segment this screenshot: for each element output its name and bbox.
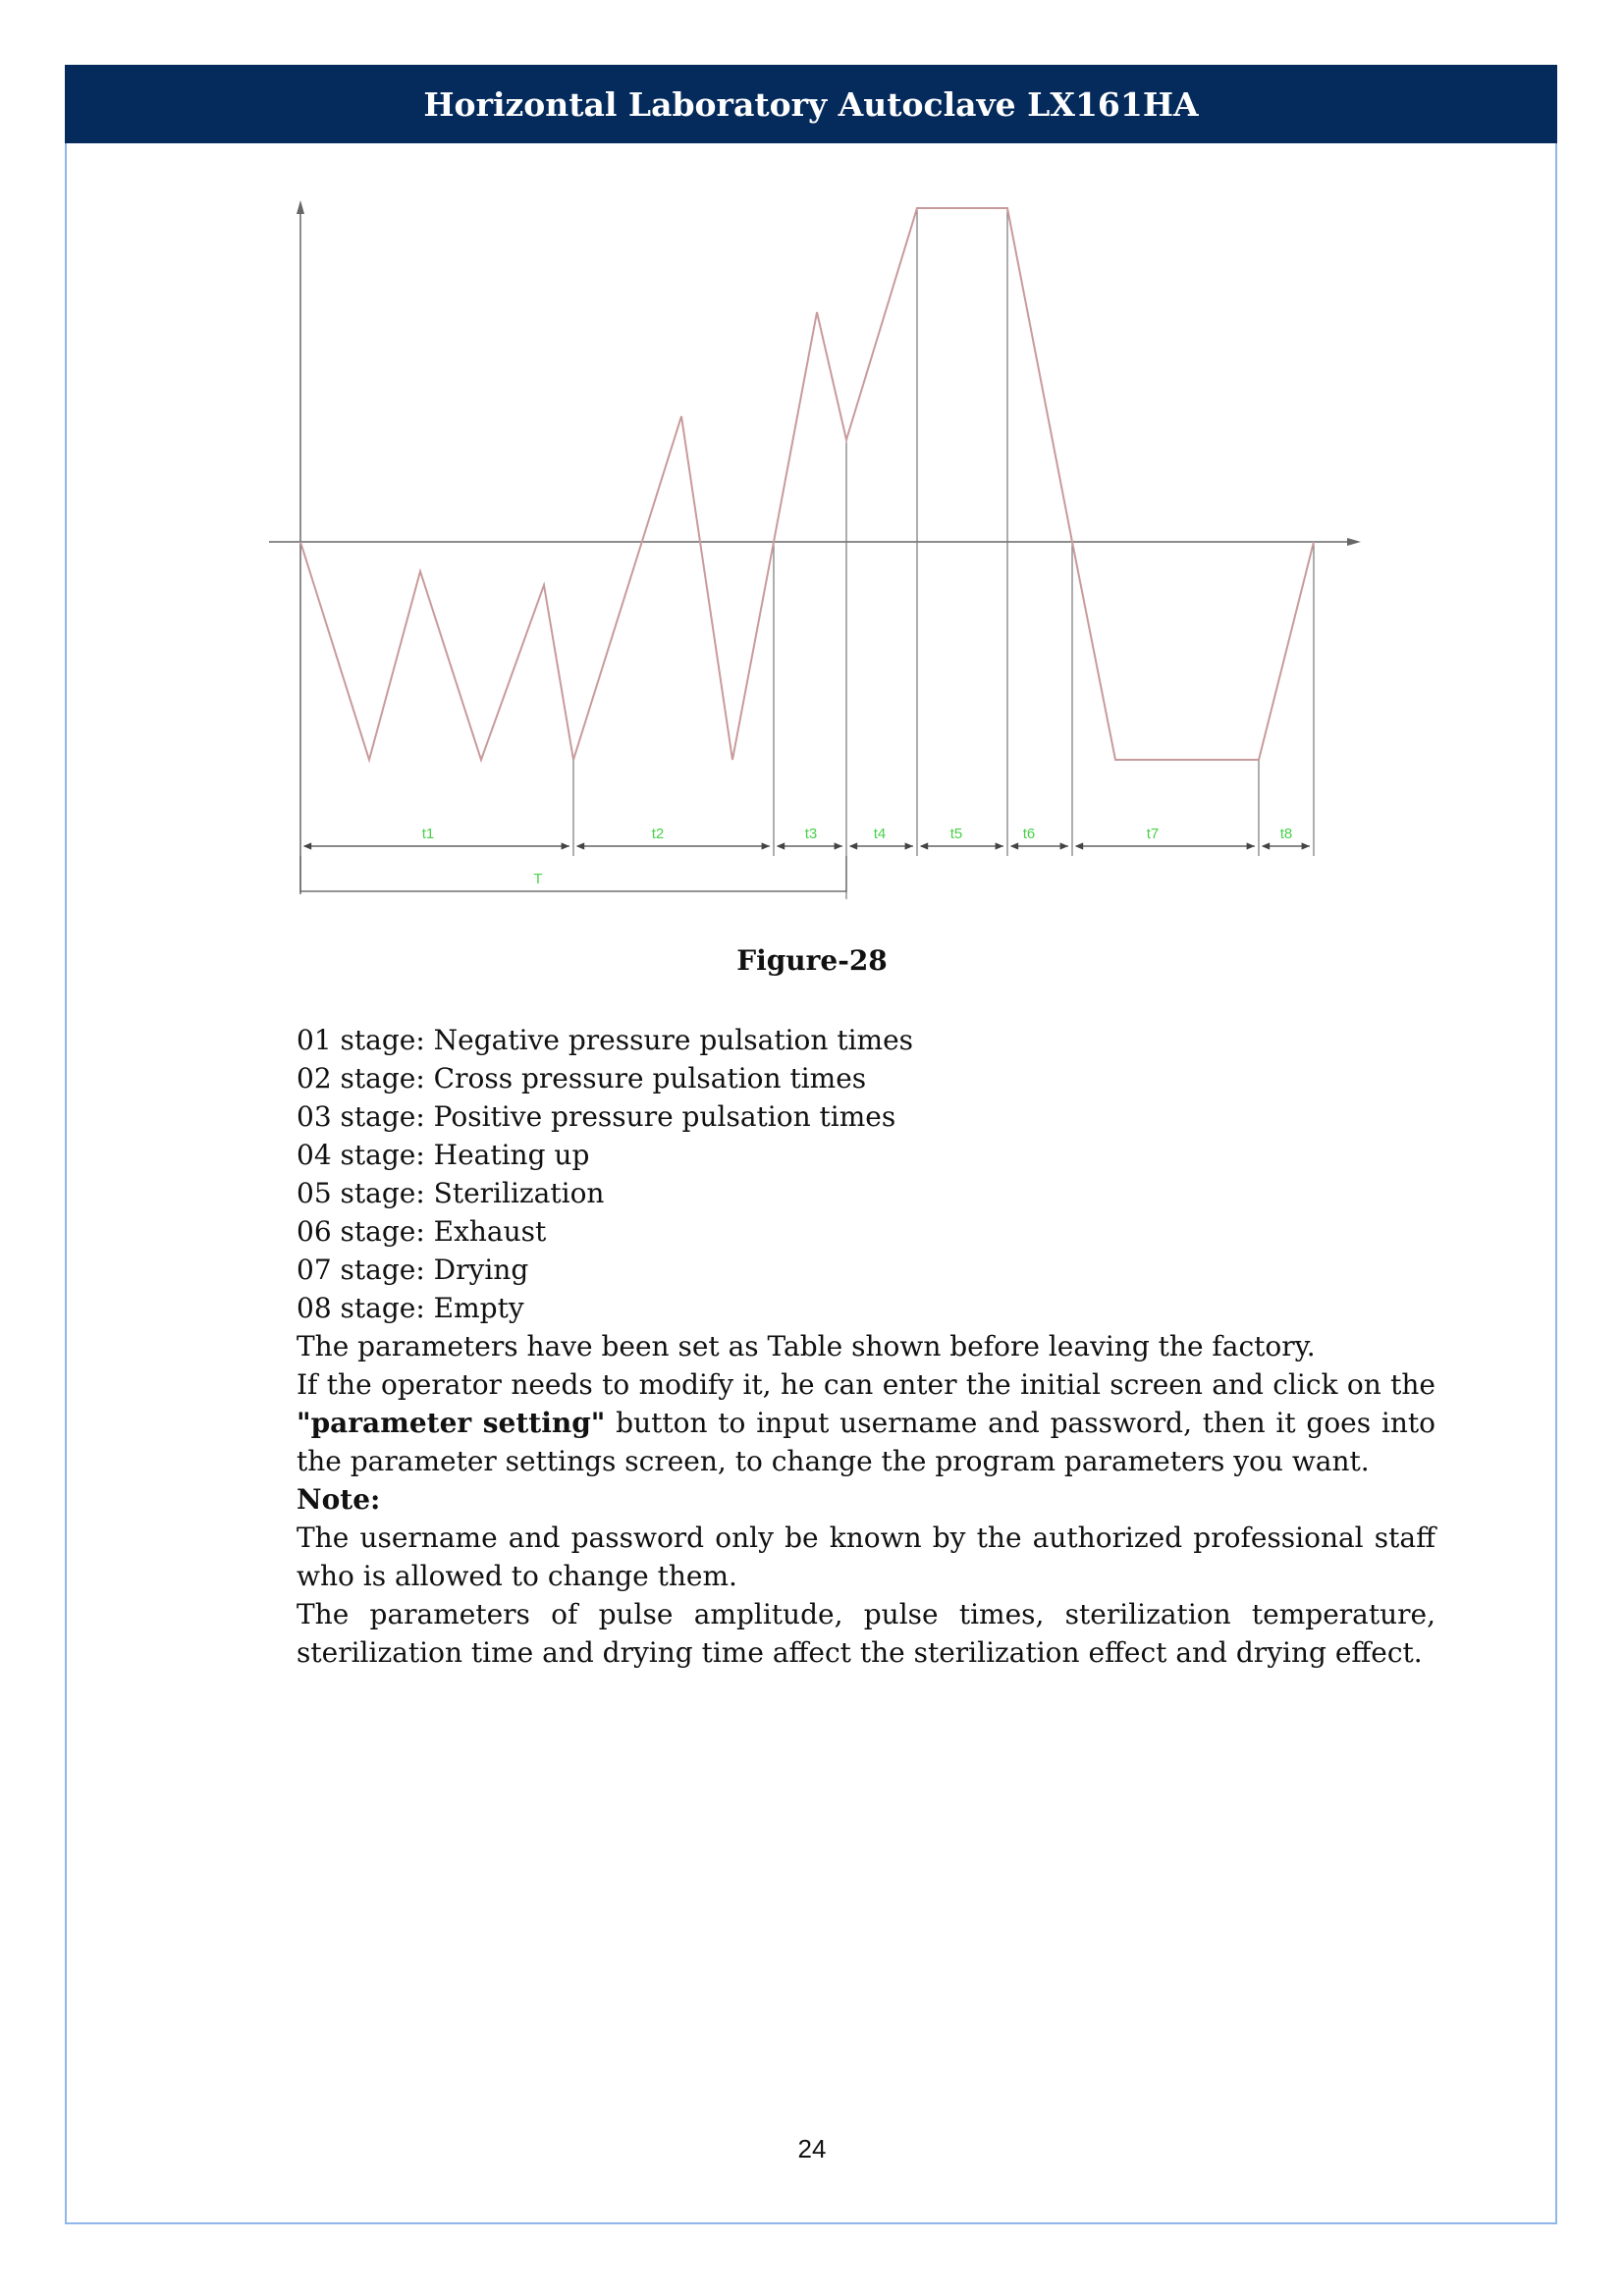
stage-item: 07 stage: Drying (297, 1254, 529, 1286)
note-paragraph-1: The username and password only be known by the authorized professional staff who is allowed to change them. (297, 1522, 1435, 1592)
segment-label-t7: t7 (1146, 826, 1160, 842)
factory-paragraph: The parameters have been set as Table shown before leaving the factory. (297, 1330, 1316, 1362)
segment-label-t5: t5 (949, 826, 963, 842)
modify-paragraph-line-1: If the operator needs to modify it, he can enter the initial screen and click on the (297, 1368, 1435, 1401)
segment-label-t2: t2 (651, 826, 665, 842)
document-title: Horizontal Laboratory Autoclave LX161HA (423, 84, 1199, 124)
segment-label-t6: t6 (1022, 826, 1036, 842)
vertical-axis-arrow-icon (297, 200, 304, 214)
stage-item: 03 stage: Positive pressure pulsation times (297, 1100, 896, 1133)
segment-label-t3: t3 (804, 826, 818, 842)
stage-item: 01 stage: Negative pressure pulsation times (297, 1024, 914, 1056)
parameter-setting-term: "parameter setting" (297, 1407, 606, 1439)
total-bracket (300, 856, 846, 891)
figure-caption: Figure-28 (736, 944, 888, 977)
total-label: T (533, 871, 543, 887)
page-number: 24 (797, 2134, 827, 2163)
stage-item: 04 stage: Heating up (297, 1139, 590, 1171)
stage-item: 02 stage: Cross pressure pulsation times (297, 1062, 867, 1095)
segment-label-t8: t8 (1279, 826, 1293, 842)
segment-label-t4: t4 (873, 826, 887, 842)
pressure-cycle-svg (265, 192, 1365, 903)
note-title (297, 1480, 1435, 1519)
document-header (65, 65, 1557, 143)
stage-item: 06 stage: Exhaust (297, 1215, 547, 1248)
note-paragraph-2: The parameters of pulse amplitude, pulse times, sterilization temperature, sterilization time and drying time affect the sterilization effect and drying effect. (297, 1598, 1435, 1669)
stage-boundaries (573, 208, 1314, 899)
pressure-cycle-diagram (265, 192, 1365, 903)
pressure-curve (300, 208, 1314, 760)
note-heading: Note: (297, 1483, 381, 1516)
modify-paragraph (297, 1404, 1435, 1480)
stage-item: 05 stage: Sterilization (297, 1177, 605, 1209)
horizontal-axis-arrow-icon (1347, 538, 1361, 546)
modify-paragraph-rest: button to input username and password, then it goes into the parameter settings screen, to change the program parameters you want. (297, 1407, 1436, 1477)
body-text (297, 1021, 1435, 1672)
stage-item: 08 stage: Empty (297, 1292, 524, 1324)
segment-label-t1: t1 (421, 826, 435, 842)
